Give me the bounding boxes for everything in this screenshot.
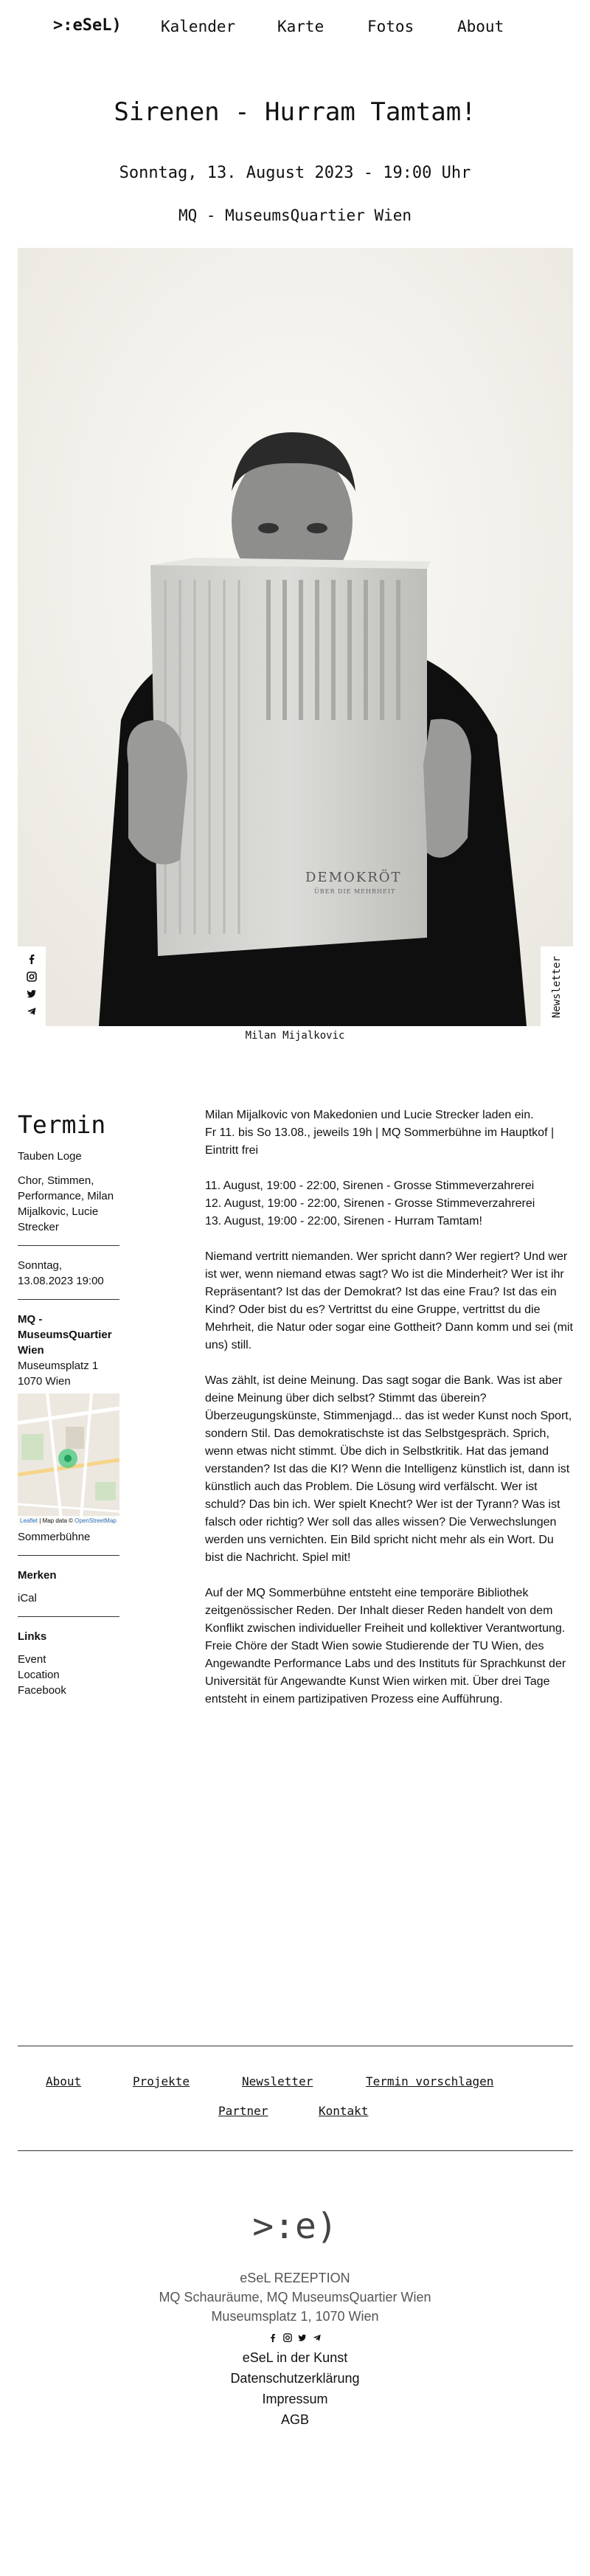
- leaflet-link[interactable]: Leaflet: [20, 1517, 38, 1524]
- footer-link-newsletter[interactable]: Newsletter: [242, 2074, 313, 2088]
- telegram-icon[interactable]: [313, 2333, 322, 2346]
- osm-link[interactable]: OpenStreetMap: [74, 1517, 117, 1524]
- telegram-icon[interactable]: [27, 1006, 37, 1020]
- event-date: Sonntag, 13.08.2023 19:00: [18, 1259, 104, 1287]
- event-venue: MQ - MuseumsQuartier Wien: [178, 207, 412, 224]
- event-tags: Chor, Stimmen, Performance, Milan Mijalkovic, Lucie Strecker: [18, 1174, 114, 1233]
- sidebar-divider: [18, 1555, 119, 1556]
- footer-link-agb[interactable]: AGB: [280, 2412, 309, 2427]
- footer-link-esel-in-der-kunst[interactable]: eSeL in der Kunst: [242, 2350, 348, 2365]
- link-facebook[interactable]: Facebook: [18, 1684, 66, 1697]
- location-map[interactable]: [18, 1393, 119, 1526]
- date-entry: 12. August, 19:00 - 22:00, Sirenen - Grosse Stimmeverzahrerei: [205, 1197, 535, 1210]
- links-label: Links: [18, 1630, 47, 1643]
- footer-link-kontakt[interactable]: Kontakt: [319, 2104, 369, 2118]
- termin-heading: Termin: [18, 1110, 106, 1139]
- map-data-text: | Map data ©: [38, 1517, 75, 1524]
- description-paragraph: Auf der MQ Sommerbühne entsteht eine temporäre Bibliothek zeitgenössischer Reden. Der Inhalt dieser Reden handelt von dem Konflikt zwischen individueller Freiheit und kollektiver Verantwortung. Freie Chöre der Stadt Wien sowie Studierende der TU Wien, des Angewandte Performance Labs und des Instituts für Sprachkunst der Universität für Angewandte Kunst Wien wirken mit. Über drei Tage entsteht in einem partizipativen Prozess eine Aufführung.: [205, 1587, 566, 1706]
- twitter-icon[interactable]: [298, 2333, 307, 2346]
- footer-link-about[interactable]: About: [46, 2074, 82, 2088]
- date-entry: 13. August, 19:00 - 22:00, Sirenen - Hurram Tamtam!: [205, 1215, 482, 1228]
- event-photo-illustration: [18, 248, 573, 1026]
- top-navigation: [0, 0, 590, 53]
- site-logo[interactable]: >:eSeL): [53, 16, 122, 35]
- sidebar-divider: [18, 1245, 119, 1246]
- location-name: Tauben Loge: [18, 1150, 82, 1163]
- footer-link-datenschutz[interactable]: Datenschutzerklärung: [230, 2371, 360, 2386]
- share-bar: [18, 946, 46, 1028]
- sidebar-divider: [18, 1616, 119, 1617]
- description-paragraph: Niemand vertritt niemanden. Wer spricht dann? Wer regiert? Und wer ist wer, wenn niemand etwas sagt? Wo ist die Minderheit? Wer ist ihr Repräsentant? Ist das der Demokrat? Ist das eine Frau? Ist das ein Kind? Oder bist du es? Vertrittst du eine Gruppe, vertrittst du die Mehrheit, die Natur oder sogar eine Gottheit? Dann komm und sei (mit uns) still.: [205, 1250, 573, 1351]
- venue-name[interactable]: MQ - MuseumsQuartier Wien: [18, 1313, 112, 1357]
- address-street: Museumsplatz 1: [18, 1360, 99, 1372]
- facebook-icon[interactable]: [27, 954, 37, 968]
- book-title: DEMOKRÖT: [305, 870, 402, 885]
- nav-link-about[interactable]: About: [457, 18, 504, 35]
- event-description: [205, 1107, 574, 1726]
- instagram-icon[interactable]: [283, 2333, 292, 2346]
- footer-link-partner[interactable]: Partner: [218, 2104, 268, 2118]
- address-city: 1070 Wien: [18, 1375, 71, 1388]
- nav-link-karte[interactable]: Karte: [277, 18, 324, 35]
- merken-label: Merken: [18, 1569, 57, 1582]
- link-location[interactable]: Location: [18, 1669, 60, 1681]
- footer-link-impressum[interactable]: Impressum: [262, 2392, 328, 2406]
- nav-link-fotos[interactable]: Fotos: [367, 18, 414, 35]
- footer-social-icons: [0, 2333, 590, 2346]
- sidebar-divider: [18, 1299, 119, 1300]
- link-event[interactable]: Event: [18, 1653, 46, 1666]
- sub-location: Sommerbühne: [18, 1531, 91, 1543]
- event-datetime: Sonntag, 13. August 2023 - 19:00 Uhr: [119, 164, 471, 182]
- twitter-icon[interactable]: [27, 988, 37, 1003]
- footer-logo[interactable]: >:e): [252, 2206, 338, 2247]
- map-attribution: [20, 1517, 117, 1526]
- org-address-1: MQ Schauräume, MQ MuseumsQuartier Wien: [159, 2290, 431, 2305]
- footer-link-termin-vorschlagen[interactable]: Termin vorschlagen: [366, 2074, 494, 2088]
- newsletter-tab[interactable]: [541, 946, 573, 1028]
- date-entry: 11. August, 19:00 - 22:00, Sirenen - Grosse Stimmeverzahrerei: [205, 1180, 535, 1192]
- newsletter-tab-label: Newsletter: [551, 955, 563, 1019]
- footer-link-projekte[interactable]: Projekte: [133, 2074, 190, 2088]
- ical-link[interactable]: iCal: [18, 1592, 37, 1604]
- nav-link-kalender[interactable]: Kalender: [161, 18, 236, 35]
- facebook-icon[interactable]: [268, 2333, 277, 2346]
- image-caption: Milan Mijalkovic: [245, 1030, 345, 1042]
- intro-text: Milan Mijalkovic von Makedonien und Lucie Strecker laden ein.: [205, 1109, 534, 1121]
- event-title: Sirenen - Hurram Tamtam!: [114, 97, 476, 127]
- event-sidebar: [18, 1110, 119, 1698]
- instagram-icon[interactable]: [27, 972, 37, 986]
- intro-schedule: Fr 11. bis So 13.08., jeweils 19h | MQ Sommerbühne im Hauptkof | Eintritt frei: [205, 1126, 555, 1157]
- org-address-2: Museumsplatz 1, 1070 Wien: [211, 2309, 379, 2324]
- org-name: eSeL REZEPTION: [240, 2271, 350, 2285]
- book-subtitle: ÜBER DIE MEHRHEIT: [314, 888, 396, 895]
- map-tiles: [18, 1393, 119, 1526]
- description-paragraph: Was zählt, ist deine Meinung. Das sagt sogar die Bank. Was ist aber deine Meinung über dich selbst? Stimmt das überein? Überzeugungskünste, Stimmenjagd... das ist weder Kunst noch Sport, sondern Stil. Das demokratischste ist das Selbstgespräch. Sprich, wenn etwas nicht stimmt. Übe dich in Selbstkritik. Hat das jemand verstanden? Ist das die KI? Wenn die Intelligenz künstlich ist, dann ist künstlich auch das Problem. Die Lösung wird verfälscht. Wer ist schuld? Das bin ich. Wer spielt Knecht? Wer ist der Tyrann? Was ist falsch oder richtig? Wer soll das alles wissen? Die Verwechslungen werden uns vernichten. Ein Bild spricht nicht mehr als ein Wort. Du bist die Nachricht. Spiel mit!: [205, 1374, 572, 1564]
- event-image: [18, 248, 573, 1026]
- footer-divider: [18, 2150, 573, 2151]
